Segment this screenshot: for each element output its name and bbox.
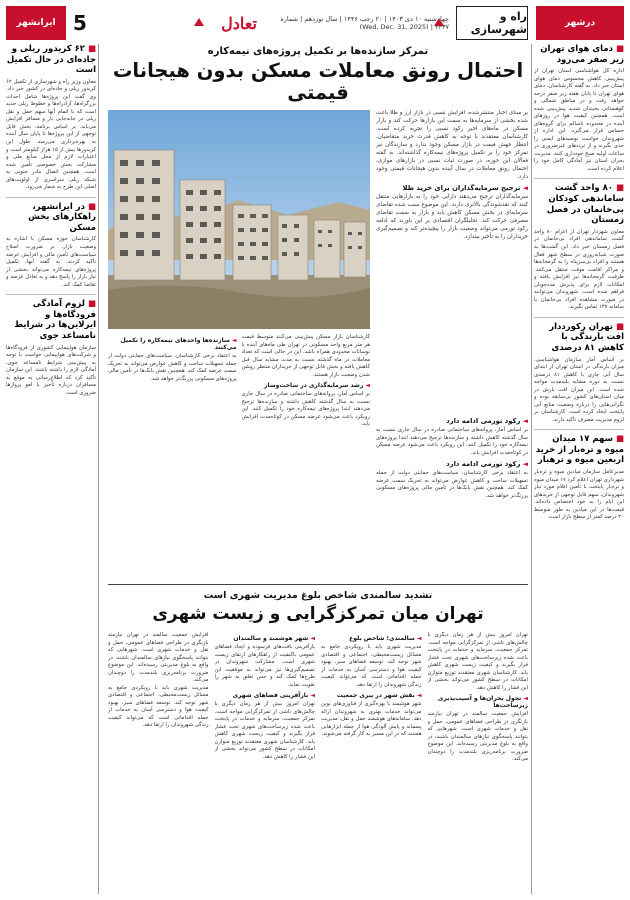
news-brief-title: ■ در ایرانشهر، راهکارهای بخش مسکن (28, 201, 96, 233)
article-photo (108, 110, 370, 329)
triangle-icon (194, 18, 204, 26)
article-paragraph: بر اساس آمار، پروانه‌های ساختمانی صادره در سال جاری نسبت به سال گذشته کاهش داشته و سازنده‌ها ترجیح می‌دهند ابتدا پروژه‌های نیمه‌کاره خود را تکمیل کنند. این رویکرد باعث می‌شود عرضه مسکن در کوتاه‌مدت افزایش یابد. (241, 391, 370, 428)
left-news-column (6, 44, 96, 894)
news-brief-text: معاون وزیر راه و شهرسازی از تکمیل ۶۲ کریدور ریلی و جاده‌ای در کشور خبر داد. وی گفت این پروژه‌ها شامل احداث بزرگراه‌ها، آزادراه‌ها و خطوط ریلی جدید است که با اتمام آنها سهم حمل و نقل ریلی در جابه‌جایی بار و مسافر افزایش می‌یابد. بر اساس برنامه، بخش قابل توجهی از این پروژه‌ها تا پایان سال آینده به بهره‌برداری می‌رسد. طول این کریدورها بیش از ۱۵ هزار کیلومتر است و اعتبارات لازم از محل منابع ملی و مشارکت بخش خصوصی تأمین شده است. همچنین اتصال بنادر جنوبی به شبکه ریلی سراسری از اولویت‌های اصلی این طرح به شمار می‌رود. (6, 78, 96, 191)
article-paragraph: تهران امروز بیش از هر زمان دیگری با چالش‌های ناشی از تمرکزگرایی مواجه است. تمرکز جمعیت، سرمایه و خدمات در پایتخت باعث شده زیرساخت‌های شهری تحت فشار قرار بگیرند و کیفیت زیست شهری کاهش یابد. کارشناسان شهری معتقدند توزیع متوازن امکانات در سطح کشور می‌تواند بخشی از این فشار را کاهش دهد. (427, 632, 528, 691)
news-brief[interactable] (6, 299, 96, 397)
article-paragraph: شهر هوشمند با بهره‌گیری از فناوری‌های نوین می‌تواند خدمات بهتری به شهروندان ارائه دهد. سامانه‌های هوشمند حمل و نقل، مدیریت پسماند و پایش آلودگی هوا از جمله ابزارهایی هستند که در این مسیر به کار گرفته می‌شوند. (321, 701, 422, 738)
second-article-headline[interactable]: تهران میان تمرکزگرایی و زیست شهری (152, 604, 484, 624)
article-subhead: ◄ تحول بحران‌ها و آسیب‌پذیری زیرساخت‌ها (437, 695, 528, 710)
newspaper-logo: تعادل (221, 13, 257, 33)
news-brief-title: ■ سهم ۱۷ میدان میوه و تره‌بار از خرید اربعین میوه و ترهبار (535, 434, 624, 466)
section-tab-left[interactable]: ایرانشهر (6, 6, 66, 40)
news-brief-title: ■ ۸۰ واحد گشت ساماندهی کودکان بی‌خانمان در فصل زمستان (546, 183, 624, 226)
news-brief[interactable] (534, 44, 624, 173)
issue-date: چهارشنبه ۱۰ دی ۱۴۰۳ | ۲۰ رجب ۱۴۴۶ | سال نوزدهم | شماره ۳۳۳۷ | (Wed, Dec. 31, 2025) (280, 15, 449, 31)
news-brief[interactable] (534, 322, 624, 425)
news-brief-text: معاون شهردار تهران از اعزام ۸۰ واحد گشت ساماندهی افراد بی‌خانمان در فصل زمستان خبر داد. این گشت‌ها به صورت شبانه‌روزی در سطح شهر فعال هستند و افراد بی‌سرپناه را به گرمخانه‌ها و مراکز اقامت موقت منتقل می‌کنند. ظرفیت گرمخانه‌ها نیز افزایش یافته و امکانات لازم برای پذیرش مددجویان فراهم شده است. شهروندان می‌توانند در صورت مشاهده افراد بی‌خانمان با سامانه ۱۳۷ تماس بگیرند. (534, 228, 624, 311)
article-paragraph: افزایش جمعیت سالمند در تهران نیازمند بازنگری در طراحی فضاهای عمومی، حمل و نقل و خدمات شهری است. شهرهایی که بتوانند پاسخگوی نیازهای سالمندان باشند، در واقع به بلوغ مدیریتی رسیده‌اند. این موضوع ضرورت برنامه‌ریزی بلندمدت را دوچندان می‌کند. (427, 711, 528, 763)
article-paragraph: کارشناسان بازار مسکن پیش‌بینی می‌کنند متوسط قیمت هر متر مربع واحد مسکونی در تهران طی ماه‌های آینده با نوسانات محدودی همراه باشد. این در حالی است که تعداد معاملات در ماه گذشته نسبت به مدت مشابه سال قبل کاهش یافته و بخش قابل توجهی از خریداران منتظر روشن شدن وضعیت بازار هستند. (241, 334, 370, 378)
news-brief-text: سازمان هواپیمایی کشوری از فرودگاه‌ها و شرکت‌های هواپیمایی خواست با توجه به پیش‌بینی شرایط نامساعد جوی، آمادگی لازم را داشته باشند. این سازمان تأکید کرد که اطلاع‌رسانی به موقع به مسافران درباره تأخیر یا لغو پروازها ضروری است. (6, 344, 96, 396)
article-continuation (108, 334, 370, 582)
article-paragraph: مدیریت شهری باید با رویکردی جامع به مسائل زیست‌محیطی، اجتماعی و اقتصادی شهر توجه کند. توسعه فضاهای سبز، بهبود کیفیت هوا و دسترسی آسان به خدمات از جمله اقداماتی است که می‌تواند کیفیت زندگی شهروندان را ارتقا دهد. (108, 684, 209, 729)
article-subhead: ◄ شهر هوشمند و سالمندان (233, 635, 315, 642)
news-brief-title: ■ لزوم آمادگی فرودگاه‌ها و ایرلاین‌ها در شرایط نامساعد جوی (14, 299, 96, 341)
news-brief-title: ■ تهران رکورددار افت بارندگی با کاهش ۸۱ درصدی (549, 321, 624, 353)
article-paragraph: بر اساس آمار، پروانه‌های ساختمانی صادره در سال جاری نسبت به سال گذشته کاهش داشته و سازنده‌ها ترجیح می‌دهند ابتدا پروژه‌های نیمه‌کاره خود را تکمیل کنند. این رویکرد باعث می‌شود عرضه مسکن در کوتاه‌مدت افزایش یابد. (376, 427, 528, 456)
news-brief[interactable] (534, 434, 624, 521)
main-article-area (108, 44, 528, 894)
news-brief-text: کارشناسان حوزه مسکن با اشاره به وضعیت بازار، بر ضرورت اصلاح سیاست‌های تأمین مالی و افزایش عرضه تأکید کردند. به گفته آنها، تکمیل پروژه‌های نیمه‌کاره می‌تواند بخشی از نیاز بازار را پاسخ دهد و به تعادل عرضه و تقاضا کمک کند. (6, 236, 96, 288)
page-header (6, 6, 624, 40)
text-column (215, 632, 316, 894)
page-number: 5 (73, 11, 87, 35)
text-column (108, 632, 209, 894)
lead-paragraph: بر مبنای اخبار منتشرشده، افزایش نسبی در بازار ارز و طلا باعث شده بخشی از سرمایه‌ها به سمت این بازارها حرکت کند و بازار مسکن در ماه‌های اخیر رکود نسبی را تجربه کرده است. کارشناسان معتقدند با توجه به کاهش قدرت خرید متقاضیان، انتظار جهش قیمت در بازار مسکن وجود ندارد و سازندگان نیز تمرکز خود را بر تکمیل پروژه‌های نیمه‌کاره گذاشته‌اند. به گفته فعالان این حوزه، در صورت ثبات نسبی در بازارهای موازی، احتمال رونق معاملات در سال آینده بدون هیجانات قیمتی وجود دارد. (376, 110, 528, 180)
divider (534, 178, 624, 179)
text-column (108, 334, 237, 582)
text-column (428, 632, 529, 894)
news-brief-text: بر اساس آمار سازمان هواشناسی، میزان بارندگی در استان تهران از ابتدای سال آبی جاری با کاهش ۸۱ درصدی نسبت به دوره مشابه بلندمدت مواجه شده است. این میزان افت بارش در میان استان‌های کشور بی‌سابقه بوده و نگرانی‌هایی را درباره وضعیت منابع آبی پایتخت ایجاد کرده است. کارشناسان بر لزوم مدیریت مصرف تأکید دارند. (534, 356, 624, 423)
divider (6, 197, 96, 198)
article-paragraph: مدیریت شهری باید با رویکردی جامع به مسائل زیست‌محیطی، اجتماعی و اقتصادی شهر توجه کند. توسعه فضاهای سبز، بهبود کیفیت هوا و دسترسی آسان به خدمات از جمله اقداماتی است که می‌تواند کیفیت زندگی شهروندان را ارتقا دهد. (321, 644, 422, 688)
second-article-kicker: تشدید سالمندی شاخص بلوغ مدیریت شهری است (203, 590, 433, 601)
text-column (242, 334, 371, 582)
section-tab-right[interactable]: درشهر (536, 6, 624, 40)
article-subhead: ◄ سازنده‌ها واحدهای نیمه‌کاره را تکمیل می‌کنند (120, 337, 237, 351)
article-kicker: تمرکز سازنده‌ها بر تکمیل پروژه‌های نیمه‌کاره (207, 46, 429, 57)
lead-article-text (376, 110, 528, 410)
article-paragraph: تهران امروز بیش از هر زمان دیگری با چالش‌های ناشی از تمرکزگرایی مواجه است. تمرکز جمعیت، سرمایه و خدمات در پایتخت باعث شده زیرساخت‌های شهری تحت فشار قرار بگیرند و کیفیت زیست شهری کاهش یابد. کارشناسان شهری معتقدند توزیع متوازن امکانات در سطح کشور می‌تواند بخشی از این فشار را کاهش دهد. (214, 701, 315, 760)
article-subhead: ◄ نقش شهر در پیری جمعیت (336, 692, 422, 700)
divider (6, 294, 96, 295)
right-news-column (534, 44, 624, 894)
lead-article-continuation (376, 414, 528, 580)
article-subhead: ◄ رکود تورمی ادامه دارد (446, 417, 528, 425)
section-divider (108, 584, 528, 585)
article-subhead: ◄ رکود تورمی ادامه دارد (446, 460, 528, 469)
news-brief-title: ■ دمای هوای تهران زیر صفر می‌رود (540, 44, 624, 65)
second-article-body (108, 632, 528, 894)
lead-paragraph: سرمایه‌گذاران ترجیح می‌دهند دارایی خود را به بازارهایی منتقل کنند که نقدشوندگی بالاتری دارند. این موضوع سبب شده تقاضای سرمایه‌ای در بخش مسکن کاهش یابد و بازار به سمت تقاضای مصرفی حرکت کند. تحلیلگران اقتصادی بر این باورند که ادامه رکود تورمی می‌تواند وضعیت بازار را پیچیده‌تر کند و تصمیم‌گیری خریداران را به تأخیر بیندازد. (376, 194, 528, 241)
divider (534, 429, 624, 430)
column-divider (531, 44, 532, 894)
news-brief[interactable] (6, 202, 96, 289)
news-brief-title: ■ ۶۲ کریدور ریلی و جاده‌ای در حال تکمیل است (6, 44, 96, 76)
article-paragraph: بازآفرینی بافت‌های فرسوده و ایجاد فضاهای عمومی باکیفیت از راهکارهای ارتقای زیست شهری است. مشارکت شهروندان در تصمیم‌گیری‌ها نیز می‌تواند به موفقیت این طرح‌ها کمک کند و حس تعلق به شهر را تقویت نماید. (214, 644, 315, 688)
article-headline[interactable]: احتمال رونق معاملات مسکن بدون هیجانات قیمتی (112, 59, 524, 105)
triangle-icon (434, 18, 444, 26)
article-subhead: ◄ رشد سرمایه‌گذاری در ساخت‌وساز (264, 382, 370, 390)
apartment-buildings-image (108, 110, 370, 329)
column-divider (98, 44, 99, 894)
article-subhead: ◄ بازآفرینی فضاهای شهری (232, 692, 315, 700)
section-title: راه و شهرسازی (456, 6, 528, 40)
article-subhead: ◄ سالمندی؛ شاخص بلوغ (349, 635, 422, 642)
article-paragraph: به اعتقاد برخی کارشناسان، سیاست‌های حمایتی دولت از جمله تسهیلات ساخت و کاهش عوارض می‌تواند به تحریک سمت عرضه کمک کند. همچنین نقش بانک‌ها در تأمین مالی پروژه‌های مسکونی پررنگ‌تر خواهد شد. (108, 353, 237, 382)
news-brief[interactable] (6, 44, 96, 192)
news-brief-text: مدیرعامل سازمان میادین میوه و تره‌بار شهرداری تهران اعلام کرد ۱۷ میدان میوه و تره‌بار پایتخت با تأمین اقلام مورد نیاز شهروندان، سهم قابل توجهی از خریدهای این ایام را به خود اختصاص داده‌اند. قیمت‌ها در این میادین به طور متوسط ۲۰ درصد کمتر از سطح بازار است. (534, 469, 624, 521)
article-paragraph: به اعتقاد برخی کارشناسان، سیاست‌های حمایتی دولت از جمله تسهیلات ساخت و کاهش عوارض می‌تواند به تحریک سمت عرضه کمک کند. همچنین نقش بانک‌ها در تأمین مالی پروژه‌های مسکونی پررنگ‌تر خواهد شد. (376, 470, 528, 499)
news-brief-text: اداره کل هواشناسی استان تهران از پیش‌بینی کاهش محسوس دمای هوای استان خبر داد. به گفته کارشناسان، دمای هوای تهران تا پایان هفته زیر صفر درجه خواهد رفت و در مناطق شمالی و کوهستانی یخبندان شدید پیش‌بینی شده است. همچنین کیفیت هوا در روزهای آینده در محدوده ناسالم برای گروه‌های حساس قرار می‌گیرد. این اداره از شهروندان خواست توصیه‌های ایمنی را جدی بگیرند و از ترددهای غیرضروری در ساعات اولیه صبح خودداری کنند. مدیریت بحران استان نیز آمادگی کامل خود را اعلام کرده است. (534, 68, 624, 172)
article-paragraph: افزایش جمعیت سالمند در تهران نیازمند بازنگری در طراحی فضاهای عمومی، حمل و نقل و خدمات شهری است. شهرهایی که بتوانند پاسخگوی نیازهای سالمندان باشند، در واقع به بلوغ مدیریتی رسیده‌اند. این موضوع ضرورت برنامه‌ریزی بلندمدت را دوچندان می‌کند. (108, 632, 209, 684)
article-subhead: ◄ ترجیح سرمایه‌گذاران برای خرید طلا (402, 184, 528, 193)
news-brief[interactable] (534, 183, 624, 311)
text-column (321, 632, 422, 894)
divider (534, 317, 624, 318)
